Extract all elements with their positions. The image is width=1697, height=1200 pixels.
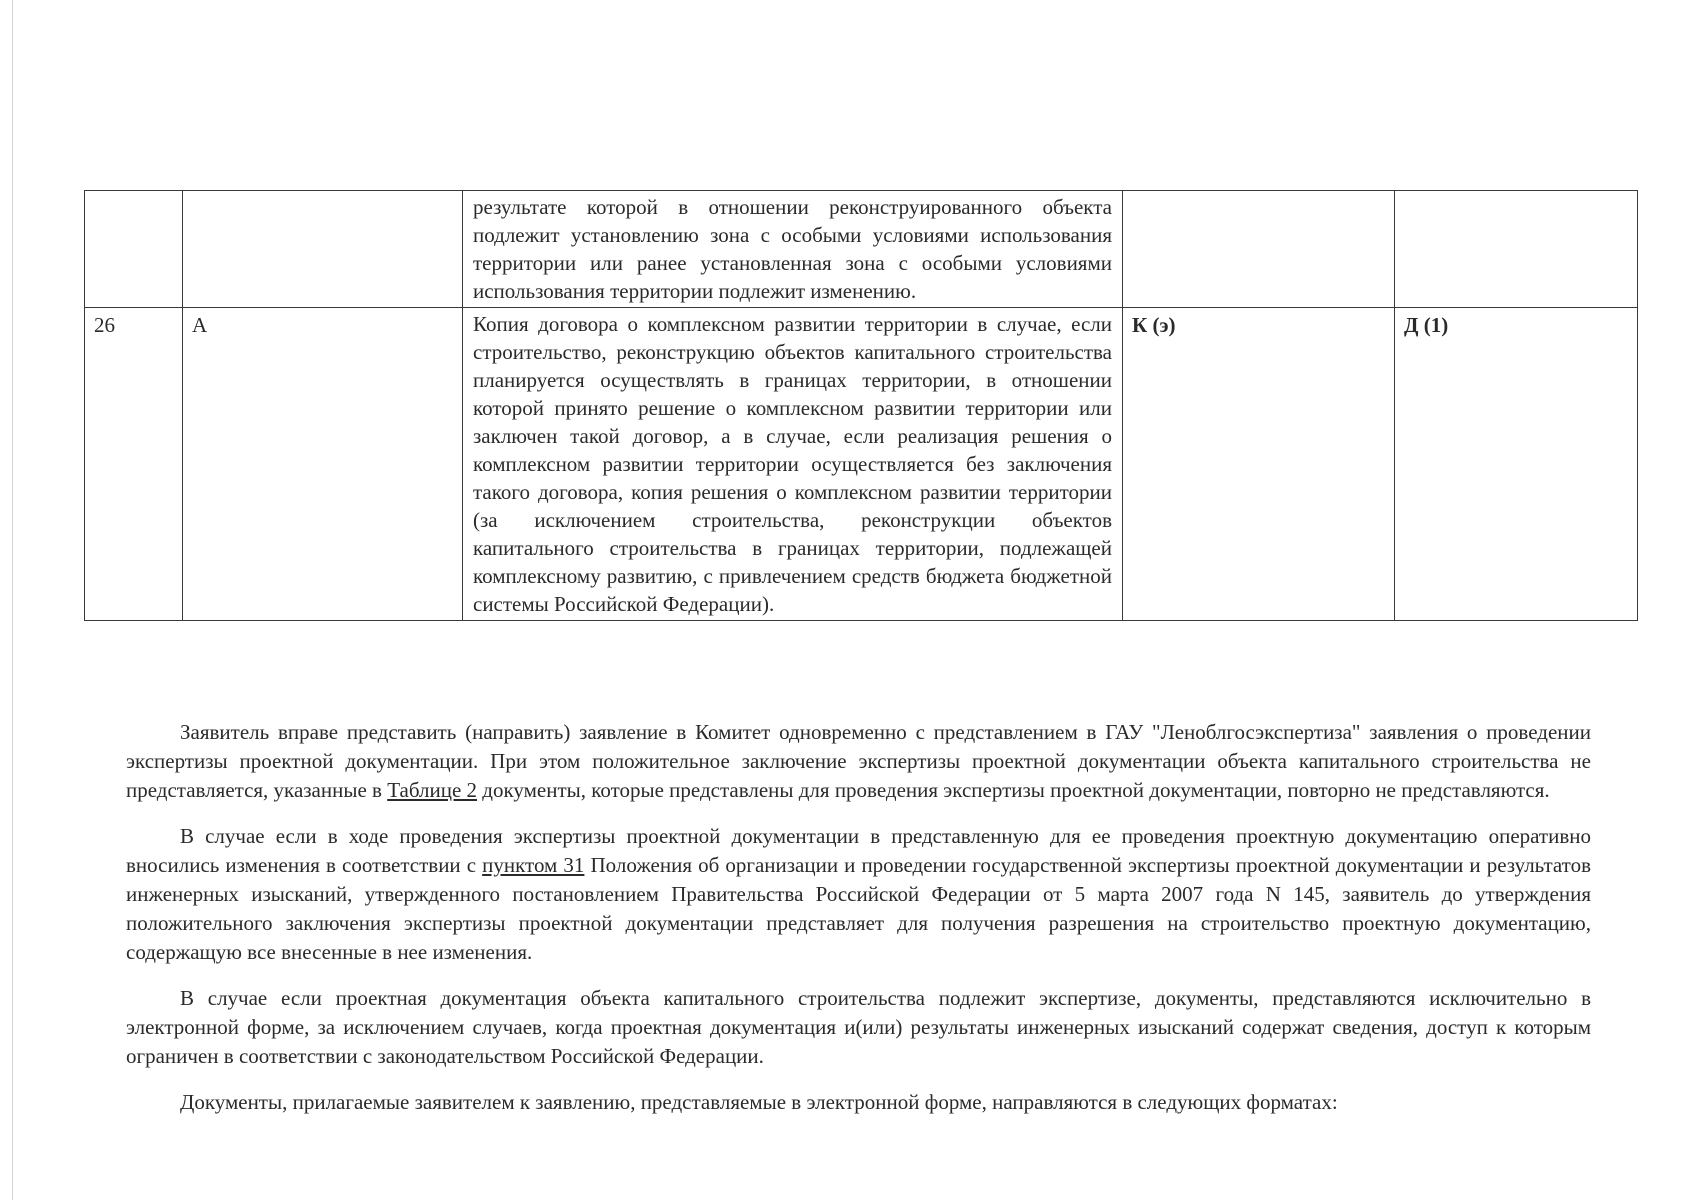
paragraph-operative-changes [126,822,1591,967]
row-description-cell: Копия договора о комплексном развитии территории в случае, если строительство, реконструкцию объектов капитального строительства планируется осуществлять в границах территории, в отношении которой принято решение о комплексном развитии территории или заключен такой договор, а в случае, если реализация решения о комплексном развитии территории осуществляется без заключения такого договора, копия решения о комплексном развитии территории (за исключением строительства, реконструкции объектов капитального строительства в границах территории, подлежащей комплексному развитию, с привлечением средств бюджета бюджетной системы Российской Федерации). [463,308,1123,621]
paragraph-expertise-application [126,718,1591,805]
row-description-cell: результате которой в отношении реконструированного объекта подлежит установлению зона с особыми условиями использования территории или ранее установленная зона с особыми условиями использования территории подлежит изменению. [463,191,1123,308]
row-number-cell [85,191,183,308]
row-code-cell: К (э) [1123,308,1395,621]
row-status-cell: Д (1) [1395,308,1638,621]
table-2-link[interactable]: Таблице 2 [387,778,478,802]
documents-table [84,190,1638,621]
row-code-cell [1123,191,1395,308]
table-row [85,308,1638,621]
paragraph-formats: Документы, прилагаемые заявителем к заявлению, представляемые в электронной форме, направляются в следующих форматах: [180,1090,1338,1114]
body-text [126,718,1591,1134]
paragraph-text: Положения об организации и проведении государственной экспертизы проектной документации и результатов инженерных изысканий, утвержденного постановлением Правительства Российской Федерации от 5 марта 2007 года N 145, заявитель до утверждения положительного заключения экспертизы проектной документации представляет для получения разрешения на строительство проектную документацию, содержащую все внесенные в нее изменения. [126,853,1591,964]
clause-31-link[interactable]: пунктом 31 [482,853,585,877]
paragraph-text: В случае если в ходе проведения экспертизы проектной документации в представленную для ее проведения проектную документацию оперативно вносились изменения в соответствии с [126,824,1591,877]
paragraph-text: Заявитель вправе представить (направить) заявление в Комитет одновременно с представлением в ГАУ "Леноблгосэкспертиза" заявления о проведении экспертизы проектной документации. При этом положительное заключение экспертизы проектной документации объекта капитального строительства не представляется, указанные в [126,720,1591,802]
paragraph-text: документы, которые представлены для проведения экспертизы проектной документации, повторно не представляются. [477,778,1550,802]
page-edge-line [12,0,13,1200]
table-row [85,191,1638,308]
row-status-cell [1395,191,1638,308]
row-number-cell: 26 [85,308,183,621]
row-category-cell: А [183,308,463,621]
paragraph-electronic-form: В случае если проектная документация объекта капитального строительства подлежит экспертизе, документы, представляются исключительно в электронной форме, за исключением случаев, когда проектная документация и(или) результаты инженерных изысканий содержат сведения, доступ к которым ограничен в соответствии с законодательством Российской Федерации. [126,986,1591,1068]
row-category-cell [183,191,463,308]
